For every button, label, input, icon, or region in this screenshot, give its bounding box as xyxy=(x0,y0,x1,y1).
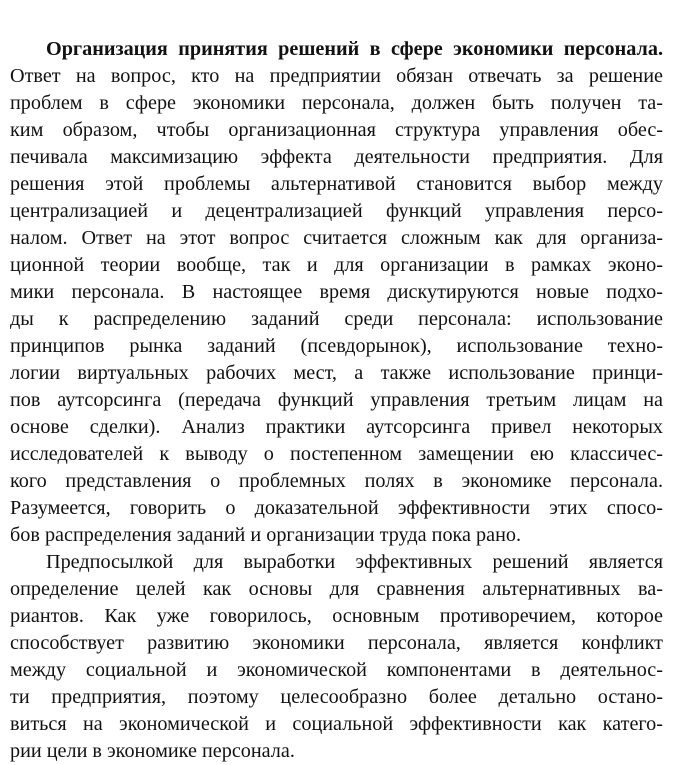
text-line: принципов рынка заданий (псевдорынок), использование техно- xyxy=(10,335,663,357)
text-line: исследователей к выводу о постепенном замещении ею классичес- xyxy=(10,443,663,465)
text-line: ционной теории вообще, так и для организации в рамках эконо- xyxy=(10,254,663,276)
text-line: решения этой проблемы альтернативой становится выбор между xyxy=(10,173,663,195)
text-line: мики персонала. В настоящее время дискутируются новые подхо- xyxy=(10,281,663,303)
text-line: налом. Ответ на этот вопрос считается сложным как для организа- xyxy=(10,227,663,249)
text-line: ти предприятия, поэтому целесообразно более детально остано- xyxy=(10,686,663,708)
text-line: пов аутсорсинга (передача функций управления третьим лицам на xyxy=(10,389,663,411)
text-line: ды к распределению заданий среди персонала: использование xyxy=(10,308,663,330)
text-line: Ответ на вопрос, кто на предприятии обязан отвечать за решение xyxy=(10,65,663,87)
text-line: кого представления о проблемных полях в экономике персонала. xyxy=(10,470,663,492)
text-line: логии виртуальных рабочих мест, а также использование принци- xyxy=(10,362,663,384)
text-line: способствует развитию экономики персонала, является конфликт xyxy=(10,632,663,654)
text-line: проблем в сфере экономики персонала, должен быть получен та- xyxy=(10,92,663,114)
text-line: рии цели в экономике персонала. xyxy=(10,740,295,762)
text-line: централизацией и децентрализацией функций управления персо- xyxy=(10,200,663,222)
text-line: Предпосылкой для выработки эффективных решений является xyxy=(46,551,663,573)
text-line: ким образом, чтобы организационная структура управления обес- xyxy=(10,119,663,141)
text-line: между социальной и экономической компонентами в деятельнос- xyxy=(10,659,663,681)
text-line: риантов. Как уже говорилось, основным противоречием, которое xyxy=(10,605,663,627)
text-line: печивала максимизацию эффекта деятельности предприятия. Для xyxy=(10,146,663,168)
text-line: основе сделки). Анализ практики аутсорсинга привел некоторых xyxy=(10,416,663,438)
paragraph-heading: Организация принятия решений в сфере экономики персонала. xyxy=(46,38,663,60)
text-line: определение целей как основы для сравнения альтернативных ва- xyxy=(10,578,663,600)
text-line: Разумеется, говорить о доказательной эффективности этих спосо- xyxy=(10,497,663,519)
text-line: виться на экономической и социальной эффективности как катего- xyxy=(10,713,663,735)
text-line: бов распределения заданий и организации труда пока рано. xyxy=(10,524,522,546)
